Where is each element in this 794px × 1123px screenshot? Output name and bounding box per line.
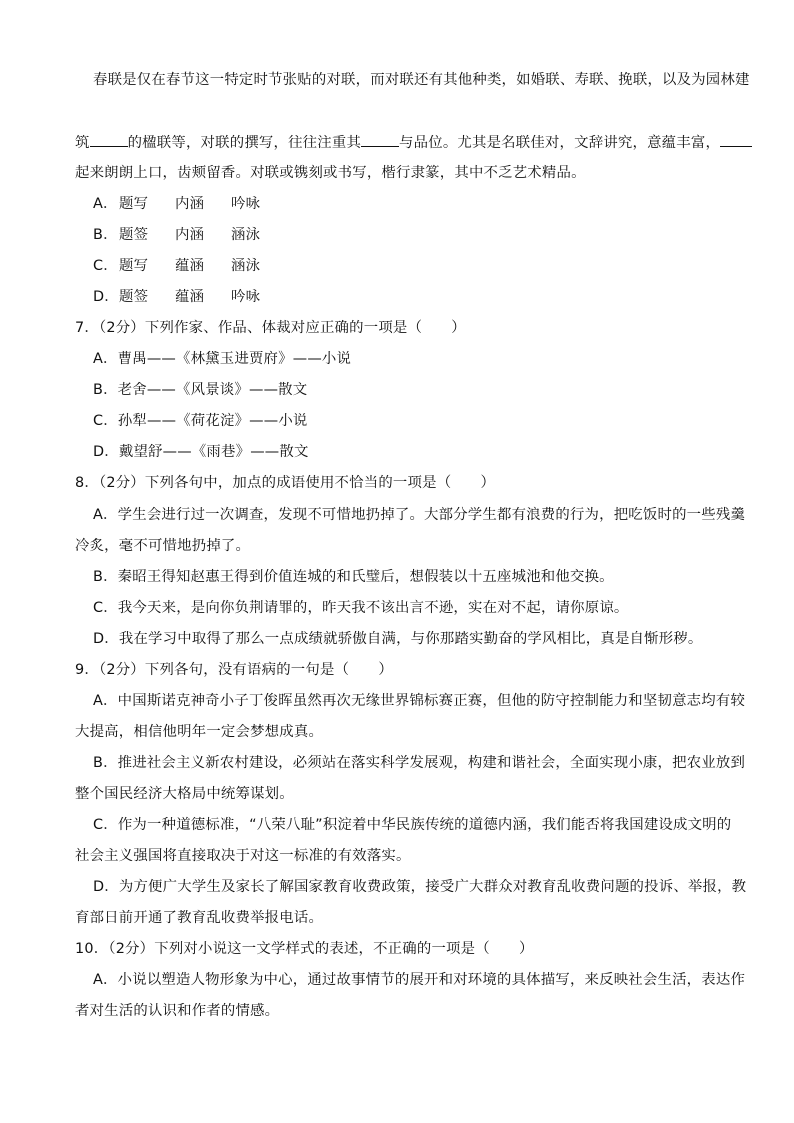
q7-option-c: C．孙犁——《荷花淀》——小说 <box>93 413 308 429</box>
blank-1 <box>90 132 128 147</box>
q9-option-d-line-1: D．为方便广大学生及家长了解国家教育收费政策，接受广大群众对教育乱收费问题的投诉、举报，教 <box>93 879 747 895</box>
q6-text-b: 的楹联等，对联的撰写，往往注重其 <box>127 135 362 151</box>
q10-stem: 10．（2分）下列对小说这一文学样式的表述，不正确的一项是（ ） <box>75 941 534 957</box>
q8-stem: 8．（2分）下列各句中，加点的成语使用不恰当的一项是（ ） <box>75 475 496 491</box>
q8-option-c: C．我今天来，是向你负荆请罪的，昨天我不该出言不逊，实在对不起，请你原谅。 <box>93 600 629 616</box>
q9-stem: 9．（2分）下列各句，没有语病的一句是（ ） <box>75 662 393 678</box>
q7-option-d: D．戴望舒——《雨巷》——散文 <box>93 444 309 460</box>
q7-option-b: B．老舍——《风景谈》——散文 <box>93 382 308 398</box>
q6-option-a: A．题写 内涵 吟咏 <box>93 196 261 212</box>
q9-option-b-line-2: 整个国民经济大格局中统筹谋划。 <box>75 786 294 802</box>
blank-3 <box>720 132 752 147</box>
q6-option-c: C．题写 蕴涵 涵泳 <box>93 258 261 274</box>
q7-option-a: A．曹禺——《林黛玉进贾府》——小说 <box>93 351 352 367</box>
q6-passage-line-1: 春联是仅在春节这一特定时节张贴的对联，而对联还有其他种类，如婚联、寿联、挽联，以及为园林建 <box>93 72 750 88</box>
q9-option-c-line-1: C．作为一种道德标准，“八荣八耻”积淀着中华民族传统的道德内涵，我们能否将我国建设成文明的 <box>93 817 732 833</box>
q8-option-a-line-1: A．学生会进行过一次调查，发现不可惜地扔掉了。大部分学生都有浪费的行为，把吃饭时的一些残羹 <box>93 507 746 523</box>
q9-option-a-line-2: 大提高，相信他明年一定会梦想成真。 <box>75 724 324 740</box>
q9-option-c-line-2: 社会主义强国将直接取决于对这一标准的有效落实。 <box>75 848 411 864</box>
q6-option-b: B．题签 内涵 涵泳 <box>93 227 261 243</box>
q9-option-a-line-1: A．中国斯诺克神奇小子丁俊晖虽然再次无缘世界锦标赛正赛，但他的防守控制能力和坚韧意志均有较 <box>93 693 746 709</box>
q8-option-d: D．我在学习中取得了那么一点成绩就骄傲自满，与你那踏实勤奋的学风相比，真是自惭形秽。 <box>93 631 703 647</box>
q10-option-a-line-1: A．小说以塑造人物形象为中心，通过故事情节的展开和对环境的具体描写，来反映社会生活，表达作 <box>93 972 746 988</box>
q6-passage-line-2 <box>75 132 752 153</box>
q9-option-d-line-2: 育部日前开通了教育乱收费举报电话。 <box>75 910 324 926</box>
q9-option-b-line-1: B．推进社会主义新农村建设，必须站在落实科学发展观，构建和谐社会，全面实现小康，把农业放到 <box>93 755 746 771</box>
q6-text-a: 筑 <box>75 135 90 151</box>
q10-option-a-line-2: 者对生活的认识和作者的情感。 <box>75 1003 280 1019</box>
q7-stem: 7．（2分）下列作家、作品、体裁对应正确的一项是（ ） <box>75 320 466 336</box>
q6-text-c: 与品位。尤其是名联佳对，文辞讲究，意蕴丰富， <box>399 135 721 151</box>
blank-2 <box>361 132 399 147</box>
q8-option-b: B．秦昭王得知赵惠王得到价值连城的和氏璧后，想假装以十五座城池和他交换。 <box>93 569 614 585</box>
q6-passage-line-3: 起来朗朗上口，齿颊留香。对联或镌刻或书写，楷行隶篆，其中不乏艺术精品。 <box>75 165 586 181</box>
q8-option-a-line-2: 冷炙，毫不可惜地扔掉了。 <box>75 538 251 554</box>
q6-option-d: D．题签 蕴涵 吟咏 <box>93 289 261 305</box>
